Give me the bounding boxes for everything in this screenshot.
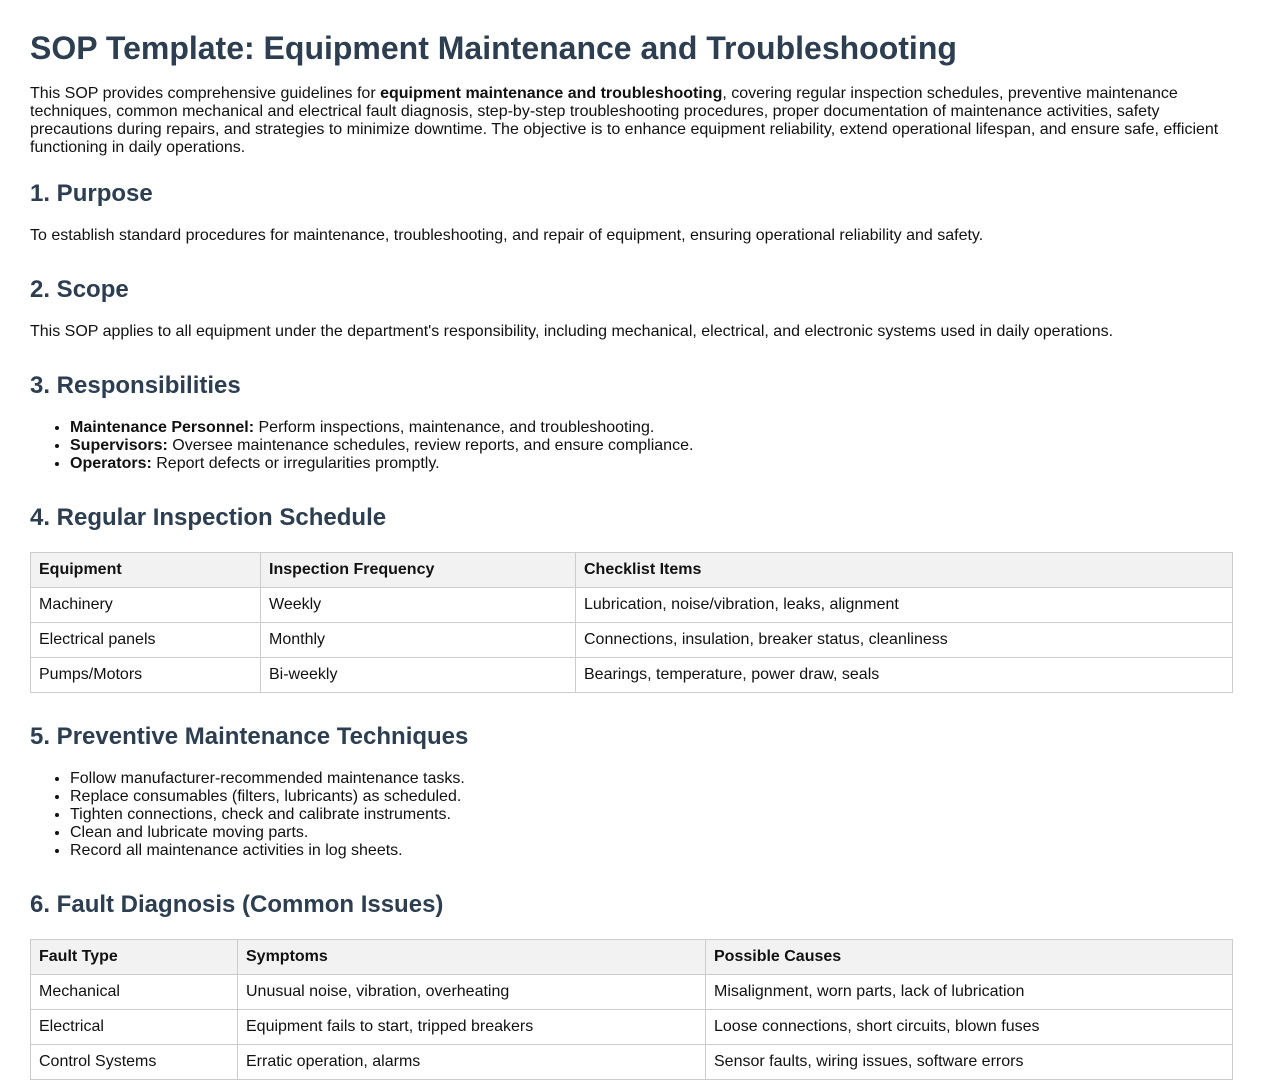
table-cell: Machinery <box>31 588 261 623</box>
column-header: Equipment <box>31 553 261 588</box>
responsibilities-list <box>30 419 1233 473</box>
role-label: Maintenance Personnel: <box>70 419 255 436</box>
list-item <box>70 419 1233 437</box>
table-row <box>31 658 1233 693</box>
inspection-heading: 4. Regular Inspection Schedule <box>30 504 387 531</box>
column-header: Symptoms <box>238 940 706 975</box>
table-cell: Lubrication, noise/vibration, leaks, alignment <box>576 588 1233 623</box>
table-cell: Sensor faults, wiring issues, software errors <box>706 1045 1233 1080</box>
responsibilities-heading: 3. Responsibilities <box>30 372 241 399</box>
list-item: • Record all maintenance activities in log sheets. <box>70 842 1233 860</box>
role-description: Perform inspections, maintenance, and troubleshooting. <box>254 419 655 436</box>
section-fault-diagnosis <box>30 891 1233 1080</box>
table-row <box>31 623 1233 658</box>
list-item: • Tighten connections, check and calibrate instruments. <box>70 806 1233 824</box>
role-label: Supervisors: <box>70 437 168 454</box>
table-header-row <box>31 553 1233 588</box>
table-cell: Bearings, temperature, power draw, seals <box>576 658 1233 693</box>
role-description: Report defects or irregularities promptly. <box>151 455 440 472</box>
table-row <box>31 1045 1233 1080</box>
table-cell: Unusual noise, vibration, overheating <box>238 975 706 1010</box>
table-cell: Erratic operation, alarms <box>238 1045 706 1080</box>
table-cell: Mechanical <box>31 975 238 1010</box>
intro-paragraph <box>30 85 1233 157</box>
intro-bold-text: equipment maintenance and troubleshooting <box>380 85 723 102</box>
scope-text: This SOP applies to all equipment under the department's responsibility, including mechanical, electrical, and electronic systems used in daily operations. <box>30 323 1114 340</box>
list-item <box>70 437 1233 455</box>
table-cell: Pumps/Motors <box>31 658 261 693</box>
section-responsibilities <box>30 372 1233 473</box>
table-cell: Loose connections, short circuits, blown fuses <box>706 1010 1233 1045</box>
column-header: Inspection Frequency <box>261 553 576 588</box>
section-purpose <box>30 180 1233 245</box>
table-cell: Connections, insulation, breaker status, cleanliness <box>576 623 1233 658</box>
table-cell: Misalignment, worn parts, lack of lubrication <box>706 975 1233 1010</box>
scope-heading: 2. Scope <box>30 276 129 303</box>
table-row <box>31 1010 1233 1045</box>
role-description: Oversee maintenance schedules, review reports, and ensure compliance. <box>167 437 694 454</box>
column-header: Fault Type <box>31 940 238 975</box>
table-cell: Electrical panels <box>31 623 261 658</box>
table-row <box>31 975 1233 1010</box>
faults-table <box>30 939 1233 1080</box>
table-cell: Weekly <box>261 588 576 623</box>
table-cell: Bi-weekly <box>261 658 576 693</box>
table-cell: Electrical <box>31 1010 238 1045</box>
column-header: Checklist Items <box>576 553 1233 588</box>
list-item: • Clean and lubricate moving parts. <box>70 824 1233 842</box>
table-cell: Monthly <box>261 623 576 658</box>
preventive-heading: 5. Preventive Maintenance Techniques <box>30 723 469 750</box>
sop-document <box>30 0 1233 1070</box>
section-scope <box>30 276 1233 341</box>
table-cell: Equipment fails to start, tripped breakers <box>238 1010 706 1045</box>
table-cell: Control Systems <box>31 1045 238 1080</box>
faults-heading: 6. Fault Diagnosis (Common Issues) <box>30 891 444 918</box>
purpose-heading: 1. Purpose <box>30 180 153 207</box>
list-item: • Replace consumables (filters, lubricants) as scheduled. <box>70 788 1233 806</box>
list-item <box>70 455 1233 473</box>
section-preventive <box>30 723 1233 860</box>
table-header-row <box>31 940 1233 975</box>
purpose-text: To establish standard procedures for maintenance, troubleshooting, and repair of equipment, ensuring operational reliability and safety. <box>30 227 984 244</box>
inspection-table <box>30 552 1233 693</box>
table-row <box>31 588 1233 623</box>
role-label: Operators: <box>70 455 152 472</box>
preventive-list <box>30 770 1233 860</box>
section-inspection <box>30 504 1233 693</box>
page-title: SOP Template: Equipment Maintenance and Troubleshooting <box>30 30 957 66</box>
list-item: • Follow manufacturer-recommended maintenance tasks. <box>70 770 1233 788</box>
intro-text-end: , covering regular inspection schedules, preventive maintenance techniques, common mechanical and electrical fault diagnosis, step-by-step troubleshooting procedures, proper documentation of maintenance activities, safety precautions during repairs, and strategies to minimize downtime. The objective is to enhance equipment reliability, extend operational lifespan, and ensure safe, efficient functioning in daily operations. <box>30 85 1219 156</box>
column-header: Possible Causes <box>706 940 1233 975</box>
intro-text-start: This SOP provides comprehensive guidelines for <box>30 85 381 102</box>
